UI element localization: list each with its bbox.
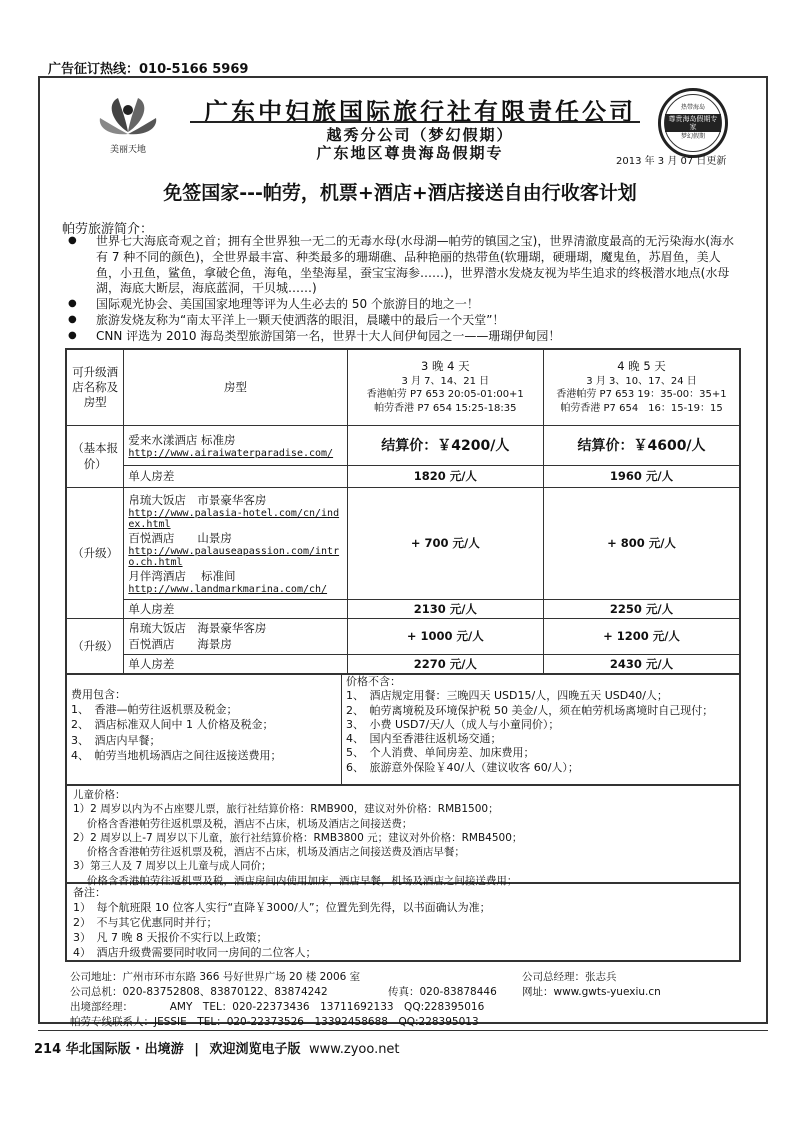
plan-3n-out: 香港帕劳 P7 653 20:05-01:00+1 — [366, 389, 524, 401]
upgrade1-price-3n: + 700 元/人 — [347, 487, 543, 599]
site-link[interactable]: www.zyoo.net — [309, 1042, 400, 1057]
excludes-item: 2、 帕劳离境税及环境保护税 50 美金/人，须在帕劳机场离境时自己现付； — [346, 703, 714, 717]
intro-bullet: ● CNN 评选为 2010 海岛类型旅游国第一名，世界十大人间伊甸园之一——珊瑚伊甸园！ — [68, 329, 736, 345]
excludes-block — [342, 673, 739, 784]
basic-hotel-link[interactable]: http://www.airaiwaterparadise.com/ — [128, 447, 334, 459]
upgrade1-hotel-1: 帛琉大饭店 市景豪华客房 — [128, 492, 267, 507]
includes-block — [67, 673, 342, 784]
specialty-line: 广东地区尊贵海岛假期专 — [316, 144, 504, 162]
plan-3n-back: 帕劳香港 P7 654 15:25-18:35 — [374, 402, 517, 414]
bottom-divider — [38, 1030, 768, 1031]
basic-hotel: 爱来水漾酒店 标准房 — [128, 432, 236, 447]
basic-label: （基本报价） — [66, 425, 124, 487]
upgrade1-link-3[interactable]: http://www.landmarkmarina.com/ch/ — [128, 583, 328, 595]
table-row — [66, 599, 740, 618]
plan-4n-dates: 3 月 3、10、17、24 日 — [586, 375, 697, 387]
basic-single-4n: 1960 元/人 — [544, 465, 740, 487]
company-website[interactable]: 网址：www.gwts-yuexiu.cn — [522, 985, 661, 998]
excludes-item: 4、 国内至香港往返机场交通； — [346, 732, 502, 746]
contact-footer — [70, 970, 730, 1030]
plan-4n-title: 4 晚 5 天 — [617, 359, 666, 374]
includes-item: 4、 帕劳当地机场酒店之间往返接送费用； — [71, 748, 282, 762]
seal-top: 热带海岛 — [680, 104, 705, 112]
basic-price-4n: 结算价：￥4600/人 — [544, 425, 740, 465]
upgrade2-hotel-2: 百悦酒店 海景房 — [128, 637, 232, 651]
basic-single-3n: 1820 元/人 — [347, 465, 543, 487]
upgrade2-hotel-1: 帛琉大饭店 海景豪华客房 — [128, 621, 267, 635]
notes-line: 4） 酒店升级费需要同时收同一房间的二位客人； — [73, 945, 317, 959]
intro-bullets — [68, 234, 736, 345]
children-line: 2）2 周岁以上-7 周岁以下儿童，旅行社结算价格：RMB3800 元；建议对外价格：RMB4500； — [73, 831, 523, 844]
table-row — [66, 654, 740, 674]
upgrade2-price-3n: + 1000 元/人 — [347, 618, 543, 654]
plan-3n-dates: 3 月 7、14、21 日 — [401, 375, 490, 387]
intro-bullet: ● 旅游发烧友称为“南太平洋上一颗天使洒落的眼泪，晨曦中的最后一个天堂”！ — [68, 313, 736, 329]
notes-line: 1） 每个航班限 10 位客人实行“直降￥3000/人”；位置先到先得，以书面确认为准； — [73, 900, 491, 914]
upgrade1-single-4n: 2250 元/人 — [544, 599, 740, 618]
header-plan-3n — [347, 349, 543, 425]
notes-line: 2） 不与其它优惠同时并行； — [73, 915, 218, 929]
table-row — [66, 425, 740, 465]
upgrade2-hotels-cell — [124, 618, 347, 654]
table-row — [66, 487, 740, 599]
upgrade1-label: （升级） — [66, 487, 124, 618]
palau-contact: 帕劳专线联系人：JESSIE TEL：020-22373526 13392458688 QQ:228395013 — [70, 1015, 479, 1028]
notes-line: 3） 凡 7 晚 8 天报价不实行以上政策； — [73, 930, 268, 944]
children-line: 1）2 周岁以内为不占座婴儿票，旅行社结算价格：RMB900，建议对外价格：RMB1500； — [73, 803, 499, 816]
excludes-item: 5、 个人消费、单间房差、加床费用； — [346, 746, 535, 760]
includes-item: 3、 酒店内早餐； — [71, 733, 161, 747]
basic-hotel-cell — [124, 425, 347, 465]
upgrade1-link-2[interactable]: http://www.palauseapassion.com/intro.ch.html — [128, 545, 340, 568]
general-manager: 公司总经理：张志兵 — [522, 971, 617, 983]
upgrade1-hotels-cell — [124, 487, 347, 599]
separator: | — [194, 1042, 199, 1057]
upgrade2-single-4n: 2430 元/人 — [544, 654, 740, 674]
branch-name: 越秀分公司（梦幻假期） — [326, 126, 514, 144]
edition-name: 华北国际版 · 出境游 — [65, 1042, 184, 1057]
update-date: 2013 年 3 月 07 日更新 — [616, 156, 727, 167]
intro-bullet: ● 国际观光协会、美国国家地理等评为人生必去的 50 个旅游目的地之一！ — [68, 297, 736, 313]
children-section — [65, 786, 741, 887]
ad-hotline: 广告征订热线：010-5166 5969 — [48, 62, 249, 77]
upgrade1-hotel-2: 百悦酒店 山景房 — [128, 530, 232, 545]
upgrade2-label: （升级） — [66, 618, 124, 674]
notes-title: 备注： — [73, 886, 106, 899]
upgrade2-single-3n: 2270 元/人 — [347, 654, 543, 674]
company-fax: 传真：020-83878446 — [388, 985, 497, 998]
headline: 免签国家---帕劳，机票+酒店+酒店接送自由行收客计划 — [163, 182, 637, 204]
notes-section — [65, 884, 741, 962]
excludes-item: 6、 旅游意外保险￥40/人（建议收客 60/人）； — [346, 760, 579, 774]
slogan: 欢迎浏览电子版 — [209, 1042, 301, 1057]
outbound-contact: 出境部经理： AMY TEL：020-22373436 13711692133 QQ:228395016 — [70, 1000, 485, 1013]
company-address: 公司地址：广州市环市东路 366 号好世界广场 20 楼 2006 室 — [70, 971, 361, 983]
header-plan-4n — [544, 349, 740, 425]
upgrade1-hotel-3: 月伴湾酒店 标准间 — [128, 568, 236, 583]
children-line: 3）第三人及 7 周岁以上儿童与成人同价； — [73, 860, 272, 873]
table-row — [66, 465, 740, 487]
upgrade1-single-label: 单人房差 — [124, 599, 347, 618]
table-row — [66, 618, 740, 654]
children-line: 价格含香港帕劳往返机票及税，酒店不占床，机场及酒店之间接送费及酒店早餐； — [73, 846, 465, 859]
excludes-item: 1、 酒店规定用餐：三晚四天 USD15/人，四晚五天 USD40/人； — [346, 689, 668, 703]
children-line: 价格含香港帕劳往返机票及税，酒店不占床，机场及酒店之间接送费； — [73, 817, 413, 830]
logo-text: 美丽天地 — [109, 145, 146, 155]
intro-title: 帕劳旅游简介： — [62, 222, 154, 237]
upgrade2-price-4n: + 1200 元/人 — [544, 618, 740, 654]
header-hotel: 可升级酒店名称及房型 — [66, 349, 124, 425]
children-line: 价格含香港帕劳往返机票及税，酒店房间内使用加床，酒店早餐，机场及酒店之间接送费用； — [73, 874, 518, 887]
includes-title: 费用包含： — [71, 688, 126, 701]
includes-item: 1、 香港—帕劳往返机票及税金； — [71, 703, 238, 717]
fees-section — [65, 673, 741, 786]
header-roomtype: 房型 — [124, 349, 347, 425]
intro-bullet: ● 世界七大海底奇观之首；拥有全世界独一无二的无毒水母(水母湖—帕劳的镇国之宝)，世界清澈度最高的无污染海水(海水有 7 种不同的颜色)，全世界最丰富、种类最多的珊瑚礁、品种艳丽的热带鱼(软珊瑚，硬珊瑚，魔鬼鱼，苏眉鱼，美人鱼，小丑鱼，鲨鱼，拿破仑鱼，海龟，坐垫海星，蚕宝宝海参……)，世界潜水发烧友视为毕生追求的终极潜水地点(水母湖，海底大断层，海底蓝洞，干贝城……) — [68, 234, 736, 297]
page-footer — [34, 1038, 400, 1057]
upgrade1-link-1[interactable]: http://www.palasia-hotel.com/cn/index.html — [128, 507, 340, 530]
seal-middle: 尊贵海岛假期专家 — [665, 114, 721, 132]
basic-single-label: 单人房差 — [124, 465, 347, 487]
company-phone: 公司总机：020-83752808、83870122、83874242 — [70, 985, 328, 998]
upgrade1-single-3n: 2130 元/人 — [347, 599, 543, 618]
basic-price-3n: 结算价：￥4200/人 — [347, 425, 543, 465]
plan-3n-title: 3 晚 4 天 — [421, 359, 470, 374]
price-table — [65, 348, 741, 675]
upgrade2-single-label: 单人房差 — [124, 654, 347, 674]
plan-4n-back: 帕劳香港 P7 654 16：15-19：15 — [560, 402, 723, 414]
seal-bottom: 梦幻假期 — [680, 133, 705, 141]
plan-4n-out: 香港帕劳 P7 653 19：35-00：35+1 — [556, 389, 727, 401]
table-header-row — [66, 349, 740, 425]
excludes-item: 3、 小费 USD7/天/人（成人与小童同价）； — [346, 717, 560, 731]
upgrade1-price-4n: + 800 元/人 — [544, 487, 740, 599]
company-name: 广东中妇旅国际旅行社有限责任公司 — [204, 97, 636, 126]
title-divider — [190, 121, 640, 123]
children-title: 儿童价格： — [73, 789, 126, 801]
includes-item: 2、 酒店标准双人间中 1 人价格及税金； — [71, 718, 274, 732]
page-number: 214 — [34, 1042, 62, 1057]
excludes-title: 价格不含： — [346, 675, 401, 688]
